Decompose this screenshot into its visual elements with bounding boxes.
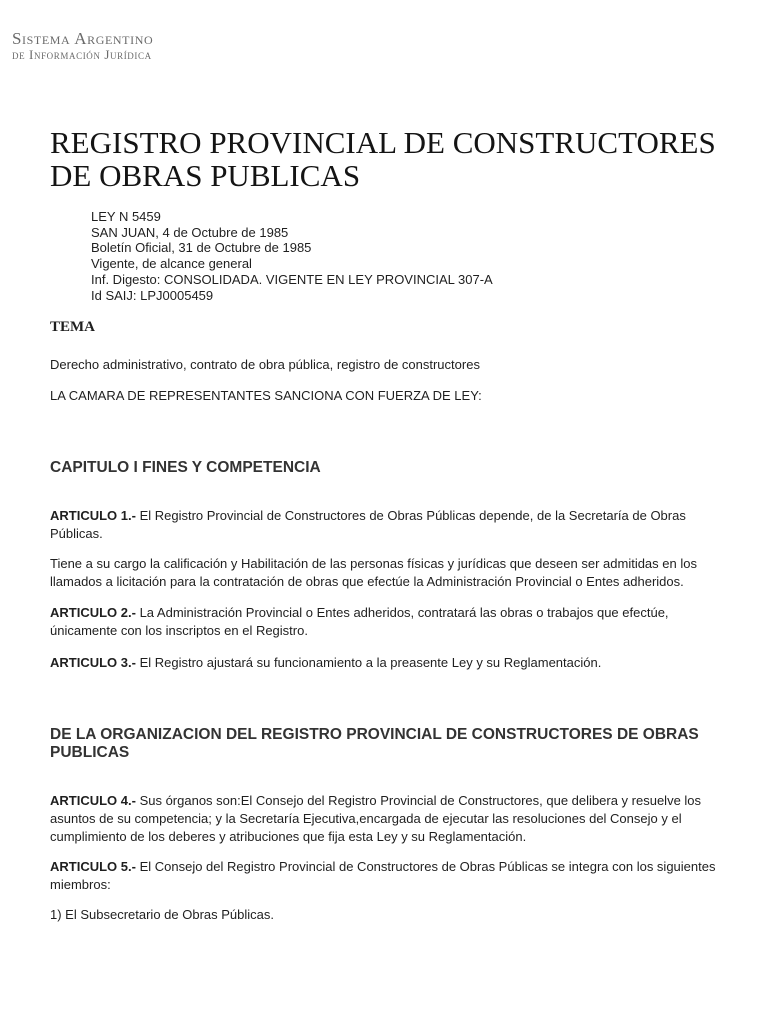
article-2-label: ARTICULO 2.- (50, 605, 136, 620)
article-5 (50, 858, 718, 894)
vigencia: Vigente, de alcance general (91, 256, 252, 272)
article-1-paragraph-2: Tiene a su cargo la calificación y Habilitación de las personas físicas y jurídicas que deseen ser admitidas en los llamados a licitación para la contratación de obras que efectúe la Administración Provincial o Entes adheridos. (50, 556, 697, 589)
article-3-label: ARTICULO 3.- (50, 655, 136, 670)
article-5-item-1: 1) El Subsecretario de Obras Públicas. (50, 907, 274, 922)
article-4-label: ARTICULO 4.- (50, 793, 136, 808)
article-2 (50, 604, 718, 640)
chapter-1-heading: CAPITULO I FINES Y COMPETENCIA (50, 459, 321, 476)
article-1 (50, 507, 718, 543)
article-3-text: El Registro ajustará su funcionamiento a la preasente Ley y su Reglamentación. (135, 655, 602, 670)
saij-logo (12, 30, 153, 61)
law-place-date: SAN JUAN, 4 de Octubre de 1985 (91, 224, 289, 240)
article-1-label: ARTICULO 1.- (50, 508, 136, 523)
logo-line-1: Sistema Argentino (12, 29, 154, 48)
tema-text: Derecho administrativo, contrato de obra pública, registro de constructores (50, 357, 480, 372)
id-saij: Id SAIJ: LPJ0005459 (91, 287, 214, 303)
sanciona-text: LA CAMARA DE REPRESENTANTES SANCIONA CON FUERZA DE LEY: (50, 388, 482, 403)
article-4-text: Sus órganos son:El Consejo del Registro Provincial de Constructores, que delibera y resuelve los asuntos de su competencia; y la Secretaría Ejecutiva,encargada de ejecutar las resoluciones del Consejo y el cumplimiento de los deberes y atribuciones que fija esta Ley y su Reglamentación. (50, 793, 702, 844)
logo-line-2: de Información Jurídica (12, 46, 152, 62)
law-metadata (91, 209, 493, 303)
law-number: LEY N 5459 (91, 209, 161, 224)
article-1-text: El Registro Provincial de Constructores de Obras Públicas depende, de la Secretaría de Obras Públicas. (50, 508, 686, 541)
chapter-2-heading: DE LA ORGANIZACION DEL REGISTRO PROVINCIAL DE CONSTRUCTORES DE OBRAS PUBLICAS (50, 726, 699, 761)
article-4 (50, 792, 718, 846)
article-5-label: ARTICULO 5.- (50, 859, 136, 874)
article-5-text: El Consejo del Registro Provincial de Constructores de Obras Públicas se integra con los siguientes miembros: (50, 859, 716, 892)
tema-heading: TEMA (50, 319, 95, 335)
boletin-oficial: Boletín Oficial, 31 de Octubre de 1985 (91, 240, 312, 256)
document-title: REGISTRO PROVINCIAL DE CONSTRUCTORES DE OBRAS PUBLICAS (50, 125, 716, 193)
inf-digesto: Inf. Digesto: CONSOLIDADA. VIGENTE EN LEY PROVINCIAL 307-A (91, 271, 493, 287)
article-2-text: La Administración Provincial o Entes adheridos, contratará las obras o trabajos que efectúe, únicamente con los inscriptos en el Registro. (50, 605, 669, 638)
article-3 (50, 654, 718, 672)
